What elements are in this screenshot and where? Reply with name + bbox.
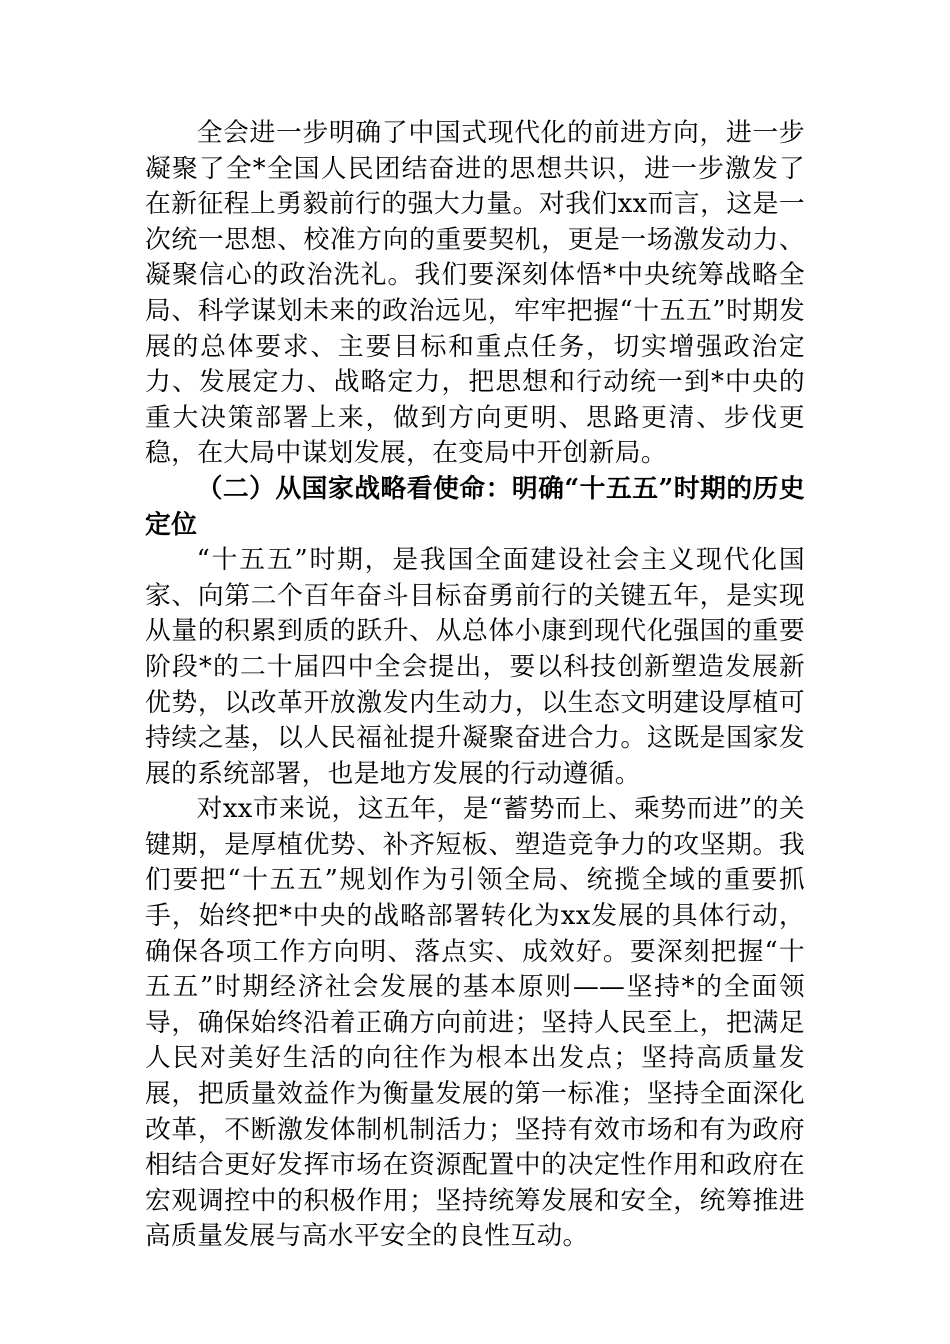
- paragraph-3: 对xx市来说，这五年，是“蓄势而上、乘势而进”的关键期，是厚植优势、补齐短板、塑造竞争力的攻坚期。我们要把“十五五”规划作为引领全局、统揽全域的重要抓手，始终把*中央的战略部署转化为xx发展的具体行动，确保各项工作方向明、落点实、成效好。要深刻把握“十五五”时期经济社会发展的基本原则——坚持*的全面领导，确保始终沿着正确方向前进；坚持人民至上，把满足人民对美好生活的向往作为根本出发点；坚持高质量发展，把质量效益作为衡量发展的第一标准；坚持全面深化改革，不断激发体制机制活力；坚持有效市场和有为政府相结合更好发挥市场在资源配置中的决定性作用和政府在宏观调控中的积极作用；坚持统筹发展和安全，统筹推进高质量发展与高水平安全的良性互动。: [145, 794, 805, 1252]
- section-heading: （二）从国家战略看使命：明确“十五五”时期的历史定位: [145, 473, 805, 540]
- paragraph-2: “十五五”时期，是我国全面建设社会主义现代化国家、向第二个百年奋斗目标奋勇前行的关键五年，是实现从量的积累到质的跃升、从总体小康到现代化强国的重要阶段*的二十届四中全会提出，要以科技创新塑造发展新优势，以改革开放激发内生动力，以生态文明建设厚植可持续之基，以人民福祉提升凝聚奋进合力。这既是国家发展的系统部署，也是地方发展的行动遵循。: [145, 545, 805, 789]
- document-body: [145, 116, 805, 1255]
- paragraph-1: 全会进一步明确了中国式现代化的前进方向，进一步凝聚了全*全国人民团结奋进的思想共识，进一步激发了在新征程上勇毅前行的强大力量。对我们xx而言，这是一次统一思想、校准方向的重要契机，更是一场激发动力、凝聚信心的政治洗礼。我们要深刻体悟*中央统筹战略全局、科学谋划未来的政治远见，牢牢把握“十五五”时期发展的总体要求、主要目标和重点任务，切实增强政治定力、发展定力、战略定力，把思想和行动统一到*中央的重大决策部署上来，做到方向更明、思路更清、步伐更稳，在大局中谋划发展，在变局中开创新局。: [145, 118, 805, 469]
